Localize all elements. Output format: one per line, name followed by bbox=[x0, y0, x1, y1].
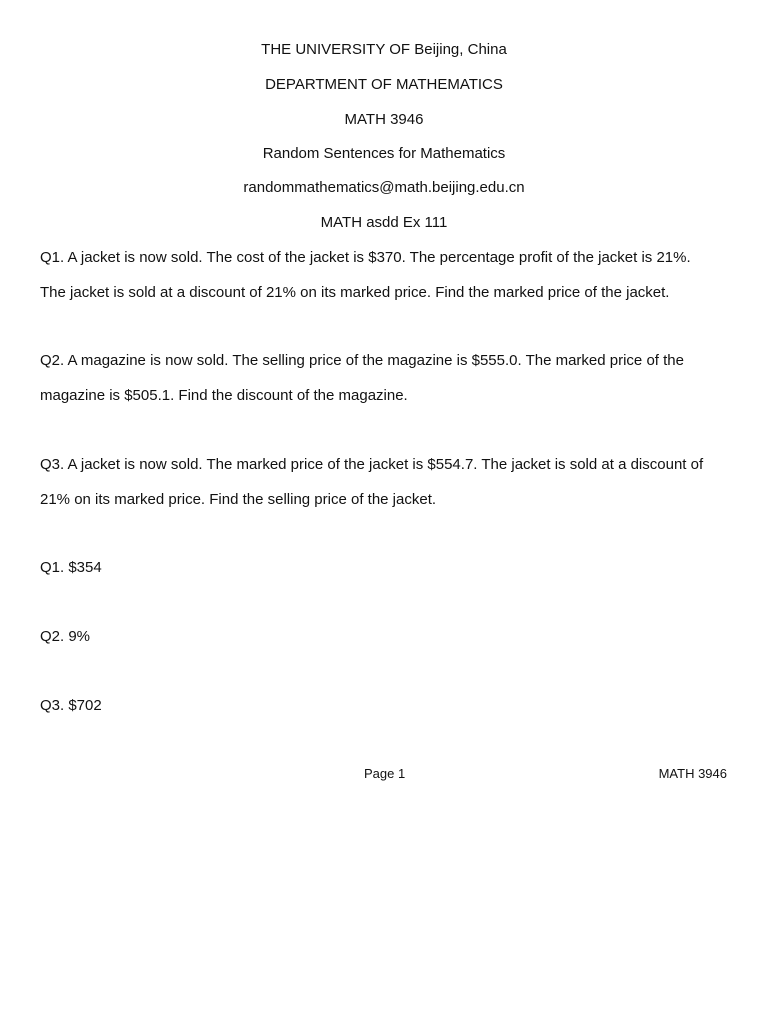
question-1 bbox=[40, 240, 740, 310]
question-3-line-2: 21% on its marked price. Find the selling price of the jacket. bbox=[40, 491, 437, 508]
university-title: THE UNIVERSITY OF Beijing, China bbox=[261, 41, 507, 58]
contact-email: randommathematics@math.beijing.edu.cn bbox=[243, 179, 525, 196]
footer-course-code: MATH 3946 bbox=[658, 766, 727, 781]
course-code: MATH 3946 bbox=[344, 111, 424, 128]
exercise-title: MATH asdd Ex 111 bbox=[320, 214, 448, 231]
question-2 bbox=[40, 343, 740, 413]
page-number: Page 1 bbox=[364, 766, 406, 781]
answer-3: Q3. $702 bbox=[40, 697, 102, 714]
question-2-line-1: Q2. A magazine is now sold. The selling price of the magazine is $555.0. The marked price of the bbox=[40, 352, 684, 369]
answer-2: Q2. 9% bbox=[40, 628, 91, 645]
question-1-line-2: The jacket is sold at a discount of 21% on its marked price. Find the marked price of the jacket. bbox=[40, 284, 670, 301]
question-1-line-1: Q1. A jacket is now sold. The cost of the jacket is $370. The percentage profit of the jacket is 21%. bbox=[40, 249, 691, 266]
question-2-line-2: magazine is $505.1. Find the discount of the magazine. bbox=[40, 387, 408, 404]
question-3-line-1: Q3. A jacket is now sold. The marked price of the jacket is $554.7. The jacket is sold at a discount of bbox=[40, 456, 704, 473]
document-subtitle: Random Sentences for Mathematics bbox=[262, 145, 506, 162]
department-title: DEPARTMENT OF MATHEMATICS bbox=[265, 76, 503, 93]
question-3 bbox=[40, 447, 740, 517]
answer-1: Q1. $354 bbox=[40, 559, 102, 576]
